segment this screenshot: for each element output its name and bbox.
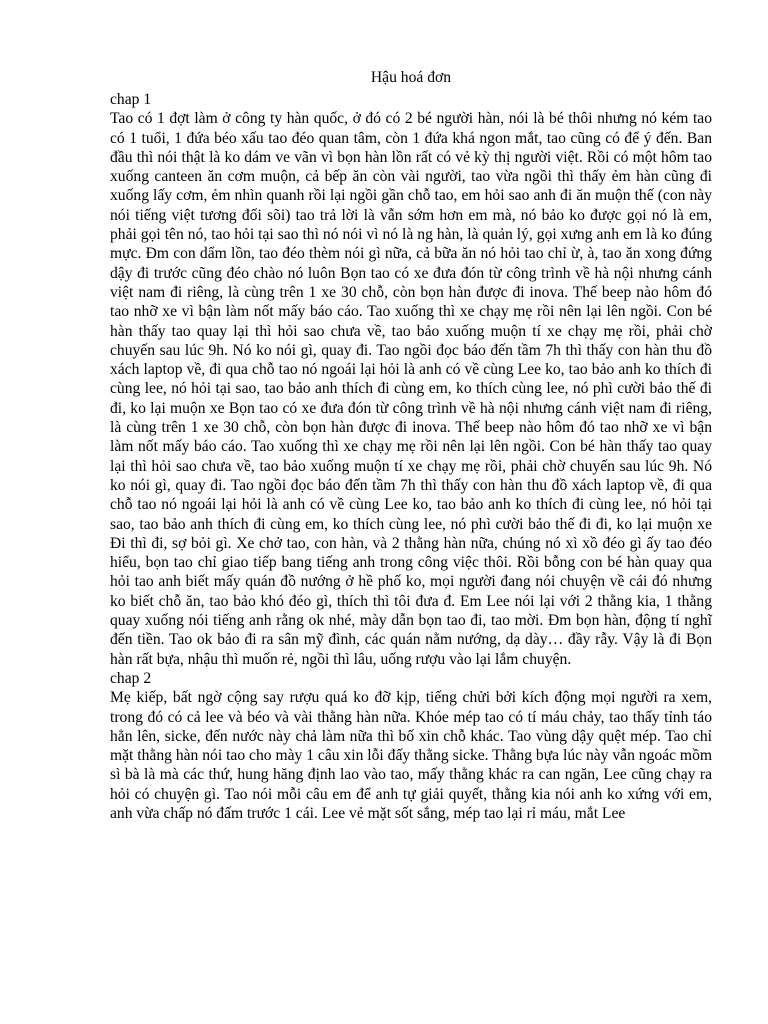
document-page bbox=[110, 66, 712, 823]
chapter-1 bbox=[110, 90, 712, 669]
chapter-2 bbox=[110, 669, 712, 823]
chapter-body-text: Tao có 1 đợt làm ở công ty hàn quốc, ở đó có 2 bé người hàn, nói là bé thôi nhưng nó kém tao có 1 tuổi, 1 đứa béo xấu tao đéo quan tâm, còn 1 đứa khá ngon mắt, tao cũng có để ý đến. Ban đầu thì nói thật là ko dám ve vãn vì bọn hàn lồn rất có vẻ kỳ thị người việt. Rồi có một hôm tao xuống canteen ăn cơm muộn, cả bếp ăn còn vài người, tao vừa ngồi thì thấy ẻm hàn cũng đi xuống lấy cơm, ẻm nhìn quanh rồi lại ngồi gần chỗ tao, em hỏi sao anh đi ăn muộn thế (con này nói tiếng việt tương đối sõi) tao trả lời là vẫn sớm hơn em mà, nó bảo ko được gọi nó là em, phải gọi tên nó, tao hỏi tại sao thì nó nói vì nó là ng hàn, là quản lý, gọi xưng anh em là ko đúng mực. Đm con dẩm lồn, tao đéo thèm nói gì nữa, cả bữa ăn nó hỏi tao chỉ ừ, à, tao ăn xong đứng dậy đi trước cũng đéo chào nó luôn Bọn tao có xe đưa đón từ công trình về hà nội nhưng cánh việt nam đi riêng, là cùng trên 1 xe 30 chỗ, còn bọn hàn được đi inova. Thế beep nào hôm đó tao nhỡ xe vì bận làm nốt mấy báo cáo. Tao xuống thì xe chạy mẹ rồi nên lại lên ngồi. Con bé hàn thấy tao quay lại thì hỏi sao chưa về, tao bảo xuống muộn tí xe chạy mẹ rồi, phải chờ chuyến sau lúc 9h. Nó ko nói gì, quay đi. Tao ngồi đọc báo đến tầm 7h thì thấy con hàn thu đồ xách laptop về, đi qua chỗ tao nó ngoái lại hỏi là anh có về cùng Lee ko, tao bảo anh ko thích đi cùng lee, nó hỏi tại sao, tao bảo anh thích đi cùng em, ko thích cùng lee, nó phì cười bảo thế đi đi, ko lại muộn xe Bọn tao có xe đưa đón từ công trình về hà nội nhưng cánh việt nam đi riêng, là cùng trên 1 xe 30 chỗ, còn bọn hàn được đi inova. Thế beep nào hôm đó tao nhỡ xe vì bận làm nốt mấy báo cáo. Tao xuống thì xe chạy mẹ rồi nên lại lên ngồi. Con bé hàn thấy tao quay lại thì hỏi sao chưa về, tao bảo xuống muộn tí xe chạy mẹ rồi, phải chờ chuyến sau lúc 9h. Nó ko nói gì, quay đi. Tao ngồi đọc báo đến tầm 7h thì thấy con hàn thu đồ xách laptop về, đi qua chỗ tao nó ngoái lại hỏi là anh có về cùng Lee ko, tao bảo anh ko thích đi cùng lee, nó hỏi tại sao, tao bảo anh thích đi cùng em, ko thích cùng lee, nó phì cười bảo thế đi đi, ko lại muộn xe Đi thì đi, sợ bỏi gì. Xe chở tao, con hàn, và 2 thằng hàn nữa, chúng nó xì xồ đéo gì ấy tao đéo hiểu, bọn tao chỉ giao tiếp bang tiếng anh trong công việc thôi. Rồi bỗng con bé hàn quay qua hỏi tao anh biết mấy quán đồ nướng ở hề phố ko, mọi người đang nói chuyện về cái đó nhưng ko biết chỗ ăn, tao bảo khó đéo gì, thích thì tôi đưa đ. Em Lee nói lại với 2 thằng kia, 1 thằng quay xuống nói tiếng anh rằng ok nhé, mày dẫn bọn tao đi, tao mời. Đm bọn hàn, động tí nghĩ đến tiền. Tao ok bảo đi ra sân mỹ đình, các quán nằm nướng, dạ dày… đầy rẫy. Vậy là đi Bọn hàn rất bựa, nhậu thì muốn rẻ, ngồi thì lâu, uống rượu vào lại lắm chuyện. bbox=[110, 110, 712, 668]
chapter-heading: chap 1 bbox=[110, 91, 152, 108]
document-title: Hậu hoá đơn bbox=[370, 69, 452, 86]
chapter-body-text: Mẹ kiếp, bất ngờ cộng say rượu quá ko đỡ kịp, tiếng chửi bởi kích động mọi người ra xem, trong đó có cả lee và béo và vài thằng hàn nữa. Khóe mép tao có tí máu chảy, tao thấy tỉnh táo hẳn lên, sicke, đến nước này chả làm nữa thì bố xin chỗ khác. Tao vùng dậy quệt mép. Tao chỉ mặt thằng hàn nói tao cho mày 1 câu xin lỗi đấy thằng sicke. Thằng bựa lúc này vẫn ngoác mồm sì bà là mà các thứ, hung hăng định lao vào tao, mấy thằng khác ra can ngăn, Lee cũng chạy ra hỏi có chuyện gì. Tao nói mỗi câu em để anh tự giải quyết, thằng kia nói anh ko xứng với em, anh vừa chấp nó đấm trước 1 cái. Lee vẻ mặt sốt sắng, mép tao lại rỉ máu, mắt Lee bbox=[110, 689, 712, 822]
chapter-heading: chap 2 bbox=[110, 669, 152, 687]
